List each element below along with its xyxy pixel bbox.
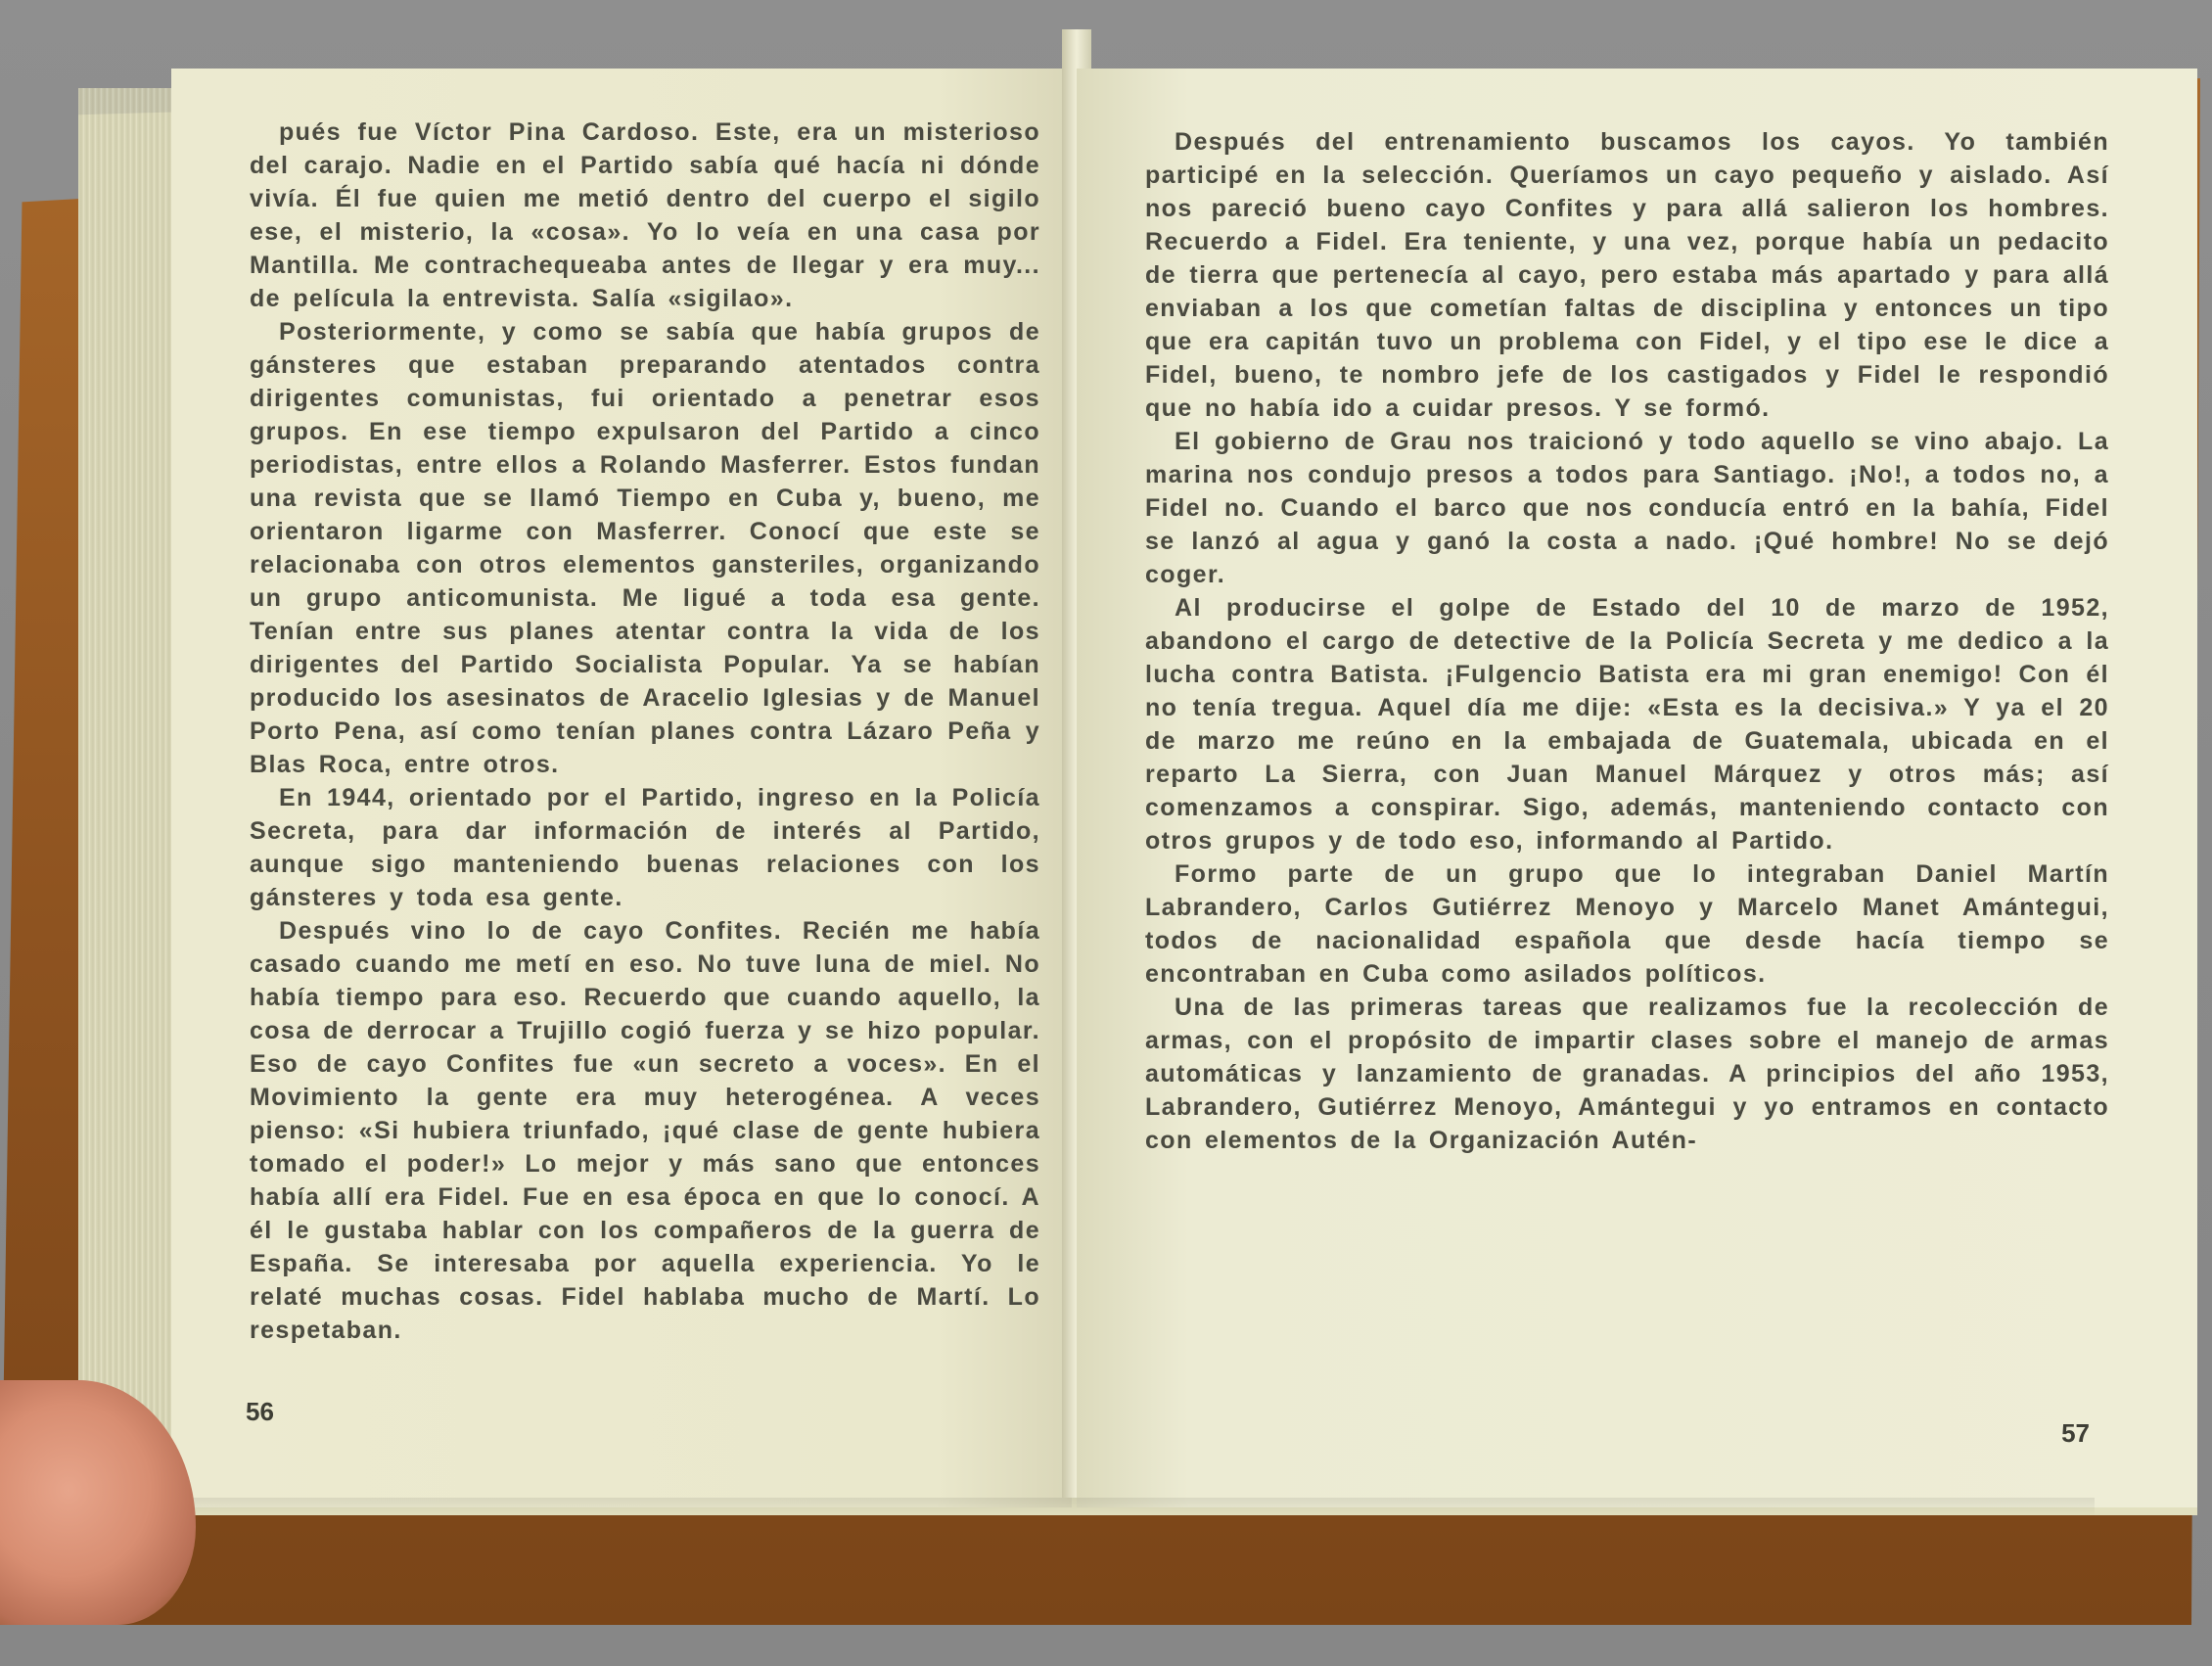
left-paragraph: En 1944, orientado por el Partido, ingreso en la Policía Secreta, para dar información de interés al Partido, aunque sigo manteniendo buenas relaciones con los gánsteres y toda esa gente. bbox=[250, 784, 1040, 911]
page-shadow bbox=[186, 1498, 2095, 1517]
right-paragraph: Una de las primeras tareas que realizamos fue la recolección de armas, con el propósito de impartir clases sobre el manejo de armas automáticas y lanzamiento de granadas. A principios del año 1953, Labrandero, Gutiérrez Menoyo, Amántegui y yo entramos en contacto con elementos de la Organización Autén- bbox=[1145, 994, 2109, 1154]
right-paragraph: Después del entrenamiento buscamos los cayos. Yo también participé en la selección. Queríamos un cayo pequeño y aislado. Así nos pareció bueno cayo Confites y para allá salieron los hombres. Recuerdo a Fidel. Era teniente, y una vez, porque había un pedacito de tierra que pertenecía al cayo, pero estaba más apartado y para allá enviaban a los que cometían faltas de disciplina y entonces un tipo que era capitán tuvo un problema con Fidel, y el tipo ese le dice a Fidel, bueno, te nombro jefe de los castigados y Fidel le respondió que no había ido a cuidar presos. Y se formó. bbox=[1145, 128, 2109, 422]
page-edges bbox=[78, 88, 176, 1517]
left-page-text bbox=[250, 116, 1040, 1347]
right-paragraph: Al producirse el golpe de Estado del 10 de marzo de 1952, abandono el cargo de detective de la Policía Secreta y me dedico a la lucha contra Batista. ¡Fulgencio Batista era mi gran enemigo! Con él no tenía tregua. Aquel día me dije: «Esta es la decisiva.» Y ya el 20 de marzo me reúno en la embajada de Guatemala, ubicada en el reparto La Sierra, con Juan Manuel Márquez y otros más; así comenzamos a conspirar. Sigo, además, manteniendo contacto con otros grupos y de todo eso, informando al Partido. bbox=[1145, 594, 2109, 855]
left-paragraph: Después vino lo de cayo Confites. Recién me había casado cuando me metí en eso. No tuve luna de miel. No había tiempo para eso. Recuerdo que cuando aquello, la cosa de derrocar a Trujillo cogió fuerza y se hizo popular. Eso de cayo Confites fue «un secreto a voces». En el Movimiento la gente era muy heterogénea. A veces pienso: «Si hubiera triunfado, ¡qué clase de gente hubiera tomado el poder!» Lo mejor y más sano que entonces había allí era Fidel. Fue en esa época en que lo conocí. A él le gustaba hablar con los compañeros de la guerra de España. Se interesaba por aquella experiencia. Yo le relaté muchas cosas. Fidel hablaba mucho de Martí. Lo respetaban. bbox=[250, 917, 1040, 1344]
page-number: 57 bbox=[2061, 1418, 2090, 1448]
left-page bbox=[171, 69, 1072, 1507]
left-paragraph: pués fue Víctor Pina Cardoso. Este, era un misterioso del carajo. Nadie en el Partido sabía qué hacía ni dónde vivía. Él fue quien me metió dentro del cuerpo el sigilo ese, el misterio, la «cosa». Yo lo veía en una casa por Mantilla. Me contrachequeaba antes de llegar y era muy... de película la entrevista. Salía «sigilao». bbox=[250, 118, 1040, 312]
right-page-text bbox=[1145, 125, 2109, 1157]
right-paragraph: El gobierno de Grau nos traicionó y todo aquello se vino abajo. La marina nos condujo presos a todos para Santiago. ¡No!, a todos no, a Fidel no. Cuando el barco que nos conducía entró en la bahía, Fidel se lanzó al agua y ganó la costa a nado. ¡Qué hombre! No se dejó coger. bbox=[1145, 428, 2109, 588]
left-paragraph: Posteriormente, y como se sabía que había grupos de gánsteres que estaban preparando atentados contra dirigentes comunistas, fui orientado a penetrar esos grupos. En ese tiempo expulsaron del Partido a cinco periodistas, entre ellos a Rolando Masferrer. Estos fundan una revista que se llamó Tiempo en Cuba y, bueno, me orientaron ligarme con Masferrer. Conocí que este se relacionaba con otros elementos gansteriles, organizando un grupo anticomunista. Me ligué a toda esa gente. Tenían entre sus planes atentar contra la vida de los dirigentes del Partido Socialista Popular. Ya se habían producido los asesinatos de Aracelio Iglesias y de Manuel Porto Pena, así como tenían planes contra Lázaro Peña y Blas Roca, entre otros. bbox=[250, 318, 1040, 778]
right-page bbox=[1077, 69, 2197, 1507]
page-number: 56 bbox=[246, 1397, 274, 1426]
right-paragraph: Formo parte de un grupo que lo integraban Daniel Martín Labrandero, Carlos Gutiérrez Menoyo y Marcelo Manet Amántegui, todos de nacionalidad española que desde hacía tiempo se encontraban en Cuba como asilados políticos. bbox=[1145, 860, 2109, 988]
